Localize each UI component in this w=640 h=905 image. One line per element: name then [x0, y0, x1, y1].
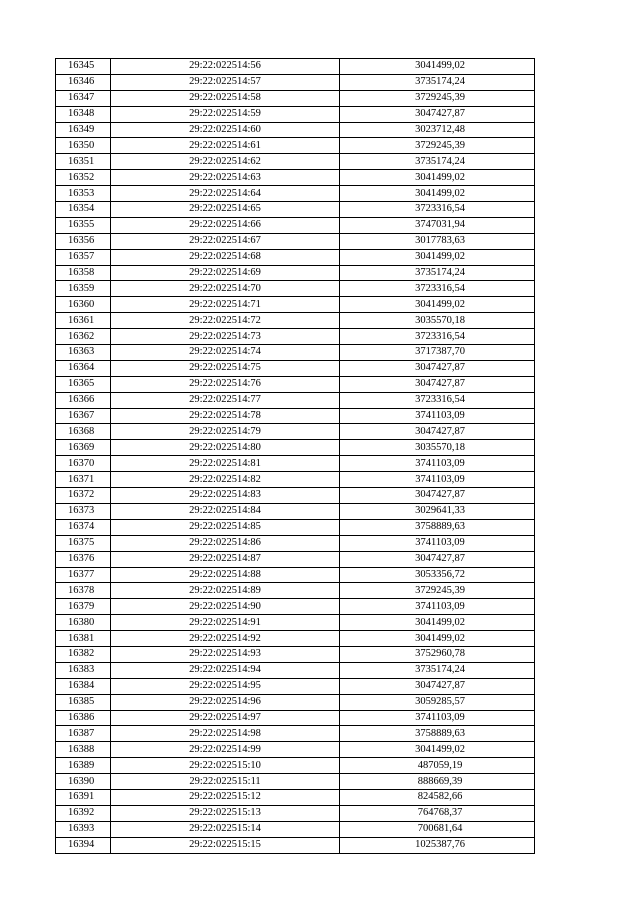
table-row [56, 742, 535, 758]
value-cell: 3735174,24 [340, 74, 535, 90]
row-number-cell: 16351 [56, 154, 111, 170]
value-cell: 3035570,18 [340, 440, 535, 456]
cadastral-number-cell: 29:22:022514:76 [111, 376, 340, 392]
value-cell: 3717387,70 [340, 345, 535, 361]
cadastral-number-cell: 29:22:022514:63 [111, 170, 340, 186]
row-number-cell: 16382 [56, 646, 111, 662]
value-cell: 3741103,09 [340, 710, 535, 726]
row-number-cell: 16358 [56, 265, 111, 281]
row-number-cell: 16389 [56, 758, 111, 774]
row-number-cell: 16349 [56, 122, 111, 138]
row-number-cell: 16352 [56, 170, 111, 186]
cadastral-number-cell: 29:22:022514:79 [111, 424, 340, 440]
cadastral-number-cell: 29:22:022514:84 [111, 503, 340, 519]
table-row [56, 122, 535, 138]
cadastral-number-cell: 29:22:022514:97 [111, 710, 340, 726]
cadastral-number-cell: 29:22:022514:87 [111, 551, 340, 567]
cadastral-number-cell: 29:22:022514:60 [111, 122, 340, 138]
value-cell: 3041499,02 [340, 742, 535, 758]
cadastral-number-cell: 29:22:022514:82 [111, 472, 340, 488]
table-row [56, 519, 535, 535]
row-number-cell: 16353 [56, 186, 111, 202]
table-row [56, 233, 535, 249]
value-cell: 3741103,09 [340, 472, 535, 488]
row-number-cell: 16365 [56, 376, 111, 392]
table-row [56, 488, 535, 504]
value-cell: 3041499,02 [340, 186, 535, 202]
value-cell: 3758889,63 [340, 519, 535, 535]
table-row [56, 170, 535, 186]
value-cell: 3047427,87 [340, 551, 535, 567]
table-row [56, 186, 535, 202]
cadastral-number-cell: 29:22:022514:93 [111, 646, 340, 662]
table-row [56, 392, 535, 408]
value-cell: 700681,64 [340, 821, 535, 837]
table-row [56, 694, 535, 710]
cadastral-number-cell: 29:22:022514:59 [111, 106, 340, 122]
table-row [56, 74, 535, 90]
cadastral-number-cell: 29:22:022514:65 [111, 202, 340, 218]
cadastral-number-cell: 29:22:022514:61 [111, 138, 340, 154]
table-row [56, 821, 535, 837]
value-cell: 3047427,87 [340, 376, 535, 392]
cadastral-number-cell: 29:22:022514:94 [111, 662, 340, 678]
cadastral-number-cell: 29:22:022514:91 [111, 615, 340, 631]
cadastral-number-cell: 29:22:022514:58 [111, 90, 340, 106]
cadastral-number-cell: 29:22:022514:64 [111, 186, 340, 202]
cadastral-number-cell: 29:22:022514:66 [111, 217, 340, 233]
value-cell: 3041499,02 [340, 631, 535, 647]
value-cell: 3747031,94 [340, 217, 535, 233]
row-number-cell: 16371 [56, 472, 111, 488]
row-number-cell: 16361 [56, 313, 111, 329]
table-row [56, 774, 535, 790]
row-number-cell: 16359 [56, 281, 111, 297]
table-row [56, 503, 535, 519]
row-number-cell: 16368 [56, 424, 111, 440]
table-row [56, 217, 535, 233]
table-row [56, 345, 535, 361]
cadastral-number-cell: 29:22:022514:99 [111, 742, 340, 758]
row-number-cell: 16383 [56, 662, 111, 678]
table-body [56, 59, 535, 854]
row-number-cell: 16348 [56, 106, 111, 122]
table-row [56, 59, 535, 75]
row-number-cell: 16376 [56, 551, 111, 567]
row-number-cell: 16356 [56, 233, 111, 249]
cadastral-number-cell: 29:22:022515:13 [111, 805, 340, 821]
table-row [56, 631, 535, 647]
value-cell: 3041499,02 [340, 615, 535, 631]
value-cell: 3758889,63 [340, 726, 535, 742]
value-cell: 3041499,02 [340, 249, 535, 265]
table-row [56, 456, 535, 472]
value-cell: 3741103,09 [340, 408, 535, 424]
row-number-cell: 16390 [56, 774, 111, 790]
cadastral-number-cell: 29:22:022514:90 [111, 599, 340, 615]
row-number-cell: 16379 [56, 599, 111, 615]
value-cell: 3741103,09 [340, 599, 535, 615]
cadastral-number-cell: 29:22:022514:78 [111, 408, 340, 424]
row-number-cell: 16391 [56, 789, 111, 805]
row-number-cell: 16388 [56, 742, 111, 758]
table-row [56, 535, 535, 551]
value-cell: 824582,66 [340, 789, 535, 805]
cadastral-number-cell: 29:22:022515:11 [111, 774, 340, 790]
row-number-cell: 16381 [56, 631, 111, 647]
row-number-cell: 16364 [56, 360, 111, 376]
value-cell: 3735174,24 [340, 154, 535, 170]
value-cell: 888669,39 [340, 774, 535, 790]
table-row [56, 90, 535, 106]
table-row [56, 313, 535, 329]
value-cell: 3047427,87 [340, 360, 535, 376]
table-row [56, 615, 535, 631]
row-number-cell: 16355 [56, 217, 111, 233]
value-cell: 764768,37 [340, 805, 535, 821]
row-number-cell: 16345 [56, 59, 111, 75]
table-row [56, 106, 535, 122]
table-row [56, 805, 535, 821]
row-number-cell: 16375 [56, 535, 111, 551]
table-row [56, 646, 535, 662]
table-row [56, 408, 535, 424]
cadastral-number-cell: 29:22:022514:80 [111, 440, 340, 456]
cadastral-number-cell: 29:22:022515:14 [111, 821, 340, 837]
value-cell: 3729245,39 [340, 583, 535, 599]
row-number-cell: 16366 [56, 392, 111, 408]
row-number-cell: 16394 [56, 837, 111, 853]
row-number-cell: 16384 [56, 678, 111, 694]
row-number-cell: 16367 [56, 408, 111, 424]
value-cell: 3735174,24 [340, 662, 535, 678]
row-number-cell: 16363 [56, 345, 111, 361]
table-row [56, 472, 535, 488]
table-row [56, 376, 535, 392]
row-number-cell: 16346 [56, 74, 111, 90]
table-row [56, 329, 535, 345]
cadastral-number-cell: 29:22:022514:56 [111, 59, 340, 75]
table-row [56, 678, 535, 694]
value-cell: 3041499,02 [340, 297, 535, 313]
value-cell: 3047427,87 [340, 106, 535, 122]
row-number-cell: 16380 [56, 615, 111, 631]
value-cell: 3741103,09 [340, 456, 535, 472]
value-cell: 3735174,24 [340, 265, 535, 281]
value-cell: 3035570,18 [340, 313, 535, 329]
cadastral-number-cell: 29:22:022514:77 [111, 392, 340, 408]
cadastral-number-cell: 29:22:022514:86 [111, 535, 340, 551]
row-number-cell: 16374 [56, 519, 111, 535]
cadastral-number-cell: 29:22:022514:75 [111, 360, 340, 376]
cadastral-number-cell: 29:22:022514:73 [111, 329, 340, 345]
cadastral-number-cell: 29:22:022514:67 [111, 233, 340, 249]
table-row [56, 265, 535, 281]
value-cell: 3047427,87 [340, 678, 535, 694]
table-row [56, 297, 535, 313]
cadastral-number-cell: 29:22:022514:72 [111, 313, 340, 329]
value-cell: 1025387,76 [340, 837, 535, 853]
value-cell: 3741103,09 [340, 535, 535, 551]
cadastral-number-cell: 29:22:022514:83 [111, 488, 340, 504]
cadastral-number-cell: 29:22:022514:92 [111, 631, 340, 647]
table-row [56, 249, 535, 265]
table-row [56, 583, 535, 599]
table-row [56, 599, 535, 615]
table-row [56, 662, 535, 678]
value-cell: 3053356,72 [340, 567, 535, 583]
table-row [56, 726, 535, 742]
value-cell: 3041499,02 [340, 170, 535, 186]
row-number-cell: 16393 [56, 821, 111, 837]
row-number-cell: 16360 [56, 297, 111, 313]
row-number-cell: 16369 [56, 440, 111, 456]
row-number-cell: 16350 [56, 138, 111, 154]
cadastral-number-cell: 29:22:022515:15 [111, 837, 340, 853]
row-number-cell: 16362 [56, 329, 111, 345]
value-cell: 3723316,54 [340, 202, 535, 218]
row-number-cell: 16372 [56, 488, 111, 504]
table-row [56, 281, 535, 297]
cadastral-number-cell: 29:22:022514:98 [111, 726, 340, 742]
table-row [56, 440, 535, 456]
table-row [56, 837, 535, 853]
value-cell: 3723316,54 [340, 281, 535, 297]
row-number-cell: 16386 [56, 710, 111, 726]
value-cell: 3752960,78 [340, 646, 535, 662]
row-number-cell: 16377 [56, 567, 111, 583]
row-number-cell: 16387 [56, 726, 111, 742]
table-row [56, 424, 535, 440]
value-cell: 487059,19 [340, 758, 535, 774]
cadastral-number-cell: 29:22:022514:70 [111, 281, 340, 297]
row-number-cell: 16378 [56, 583, 111, 599]
cadastral-number-cell: 29:22:022514:95 [111, 678, 340, 694]
cadastral-number-cell: 29:22:022514:62 [111, 154, 340, 170]
cadastral-number-cell: 29:22:022514:71 [111, 297, 340, 313]
cadastral-number-cell: 29:22:022515:10 [111, 758, 340, 774]
cadastral-number-cell: 29:22:022514:88 [111, 567, 340, 583]
row-number-cell: 16385 [56, 694, 111, 710]
cadastral-number-cell: 29:22:022514:74 [111, 345, 340, 361]
value-cell: 3023712,48 [340, 122, 535, 138]
table-row [56, 138, 535, 154]
cadastral-number-cell: 29:22:022514:85 [111, 519, 340, 535]
cadastral-number-cell: 29:22:022514:96 [111, 694, 340, 710]
table-row [56, 551, 535, 567]
row-number-cell: 16347 [56, 90, 111, 106]
value-cell: 3041499,02 [340, 59, 535, 75]
value-cell: 3047427,87 [340, 488, 535, 504]
cadastral-number-cell: 29:22:022514:57 [111, 74, 340, 90]
value-cell: 3723316,54 [340, 329, 535, 345]
value-cell: 3029641,33 [340, 503, 535, 519]
row-number-cell: 16392 [56, 805, 111, 821]
value-cell: 3729245,39 [340, 90, 535, 106]
table-row [56, 789, 535, 805]
row-number-cell: 16354 [56, 202, 111, 218]
cadastral-number-cell: 29:22:022514:69 [111, 265, 340, 281]
row-number-cell: 16373 [56, 503, 111, 519]
cadastral-number-cell: 29:22:022515:12 [111, 789, 340, 805]
table-row [56, 202, 535, 218]
value-cell: 3729245,39 [340, 138, 535, 154]
table-row [56, 360, 535, 376]
value-cell: 3017783,63 [340, 233, 535, 249]
cadastral-number-cell: 29:22:022514:89 [111, 583, 340, 599]
row-number-cell: 16370 [56, 456, 111, 472]
table-row [56, 567, 535, 583]
data-table [55, 58, 535, 854]
table-row [56, 154, 535, 170]
cadastral-number-cell: 29:22:022514:81 [111, 456, 340, 472]
cadastral-number-cell: 29:22:022514:68 [111, 249, 340, 265]
value-cell: 3047427,87 [340, 424, 535, 440]
table-row [56, 710, 535, 726]
table-row [56, 758, 535, 774]
value-cell: 3059285,57 [340, 694, 535, 710]
value-cell: 3723316,54 [340, 392, 535, 408]
row-number-cell: 16357 [56, 249, 111, 265]
